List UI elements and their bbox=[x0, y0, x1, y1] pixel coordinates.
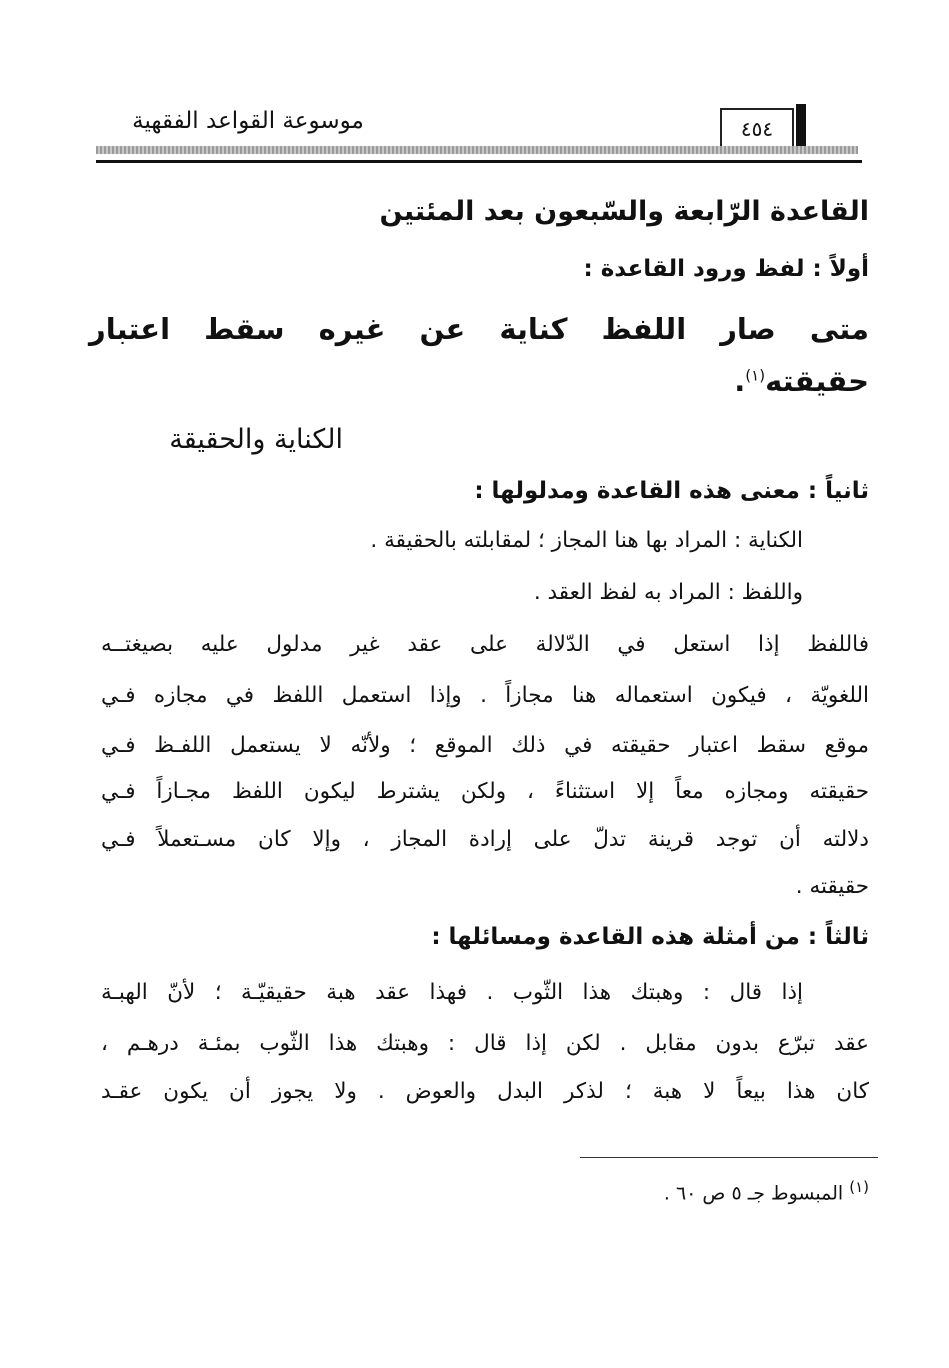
paragraph-line: الكناية : المراد بها هنا المجاز ؛ لمقابلته بالحقيقة . bbox=[370, 528, 803, 553]
paragraph-line: موقع سقط اعتبار حقيقته في ذلك الموقع ؛ ولأنّه لا يستعمل اللفـظ فـي bbox=[101, 733, 869, 758]
paragraph-line: إذا قال : وهبتك هذا الثّوب . فهذا عقد هبة حقيقيّـة ؛ لأنّ الهبـة bbox=[101, 980, 803, 1005]
rule-title: القاعدة الرّابعة والسّبعون بعد المئتين bbox=[379, 196, 869, 227]
footnote-text: المبسوط جـ ٥ ص ٦٠ . bbox=[663, 1182, 844, 1205]
paragraph-line: فاللفظ إذا استعل في الدّلالة على عقد غير مدلول عليه بصيغتــه bbox=[101, 632, 869, 657]
section2-heading: ثانياً : معنى هذه القاعدة ومدلولها : bbox=[474, 478, 869, 504]
section1-heading: أولاً : لفظ ورود القاعدة : bbox=[583, 256, 869, 282]
footnote bbox=[664, 1178, 869, 1204]
footnote-reference: (١) bbox=[745, 366, 766, 385]
paragraph-line: واللفظ : المراد به لفظ العقد . bbox=[533, 580, 803, 605]
paragraph-line: اللغويّة ، فيكون استعماله هنا مجازاً . وإذا استعمل اللفظ في مجازه فـي bbox=[101, 683, 869, 708]
section3-heading: ثالثاً : من أمثلة هذه القاعدة ومسائلها : bbox=[431, 924, 869, 950]
footnote-marker: (١) bbox=[849, 1178, 869, 1196]
header-bar-decoration bbox=[796, 104, 806, 150]
header-rule-black bbox=[96, 160, 862, 163]
page-number: ٤٥٤ bbox=[720, 108, 794, 148]
running-header-title: موسوعة القواعد الفقهية bbox=[132, 108, 364, 134]
rule-text-line1: متى صار اللفظ كناية عن غيره سقط اعتبار bbox=[89, 312, 869, 346]
paragraph-line: كان هذا بيعاً لا هبة ؛ لذكر البدل والعوض . ولا يجوز أن يكون عقـد bbox=[101, 1079, 869, 1104]
section-subtitle: الكناية والحقيقة bbox=[169, 424, 343, 455]
rule-text-word: حقيقته bbox=[765, 364, 869, 398]
paragraph-line: عقد تبرّع بدون مقابل . لكن إذا قال : وهبتك هذا الثّوب بمئـة درهـم ، bbox=[101, 1031, 869, 1056]
rule-text-line2 bbox=[734, 364, 869, 398]
footnote-separator bbox=[580, 1157, 878, 1158]
paragraph-line: حقيقته . bbox=[795, 874, 869, 899]
paragraph-line: دلالته أن توجد قرينة تدلّ على إرادة المجاز ، وإلا كان مسـتعملاً فـي bbox=[101, 827, 869, 852]
header-rule-gray bbox=[96, 146, 858, 154]
paragraph-line: حقيقته ومجازه معاً إلا استثناءً ، ولكن يشترط ليكون اللفظ مجـازاً فـي bbox=[101, 779, 869, 804]
rule-text-period: . bbox=[734, 364, 746, 398]
